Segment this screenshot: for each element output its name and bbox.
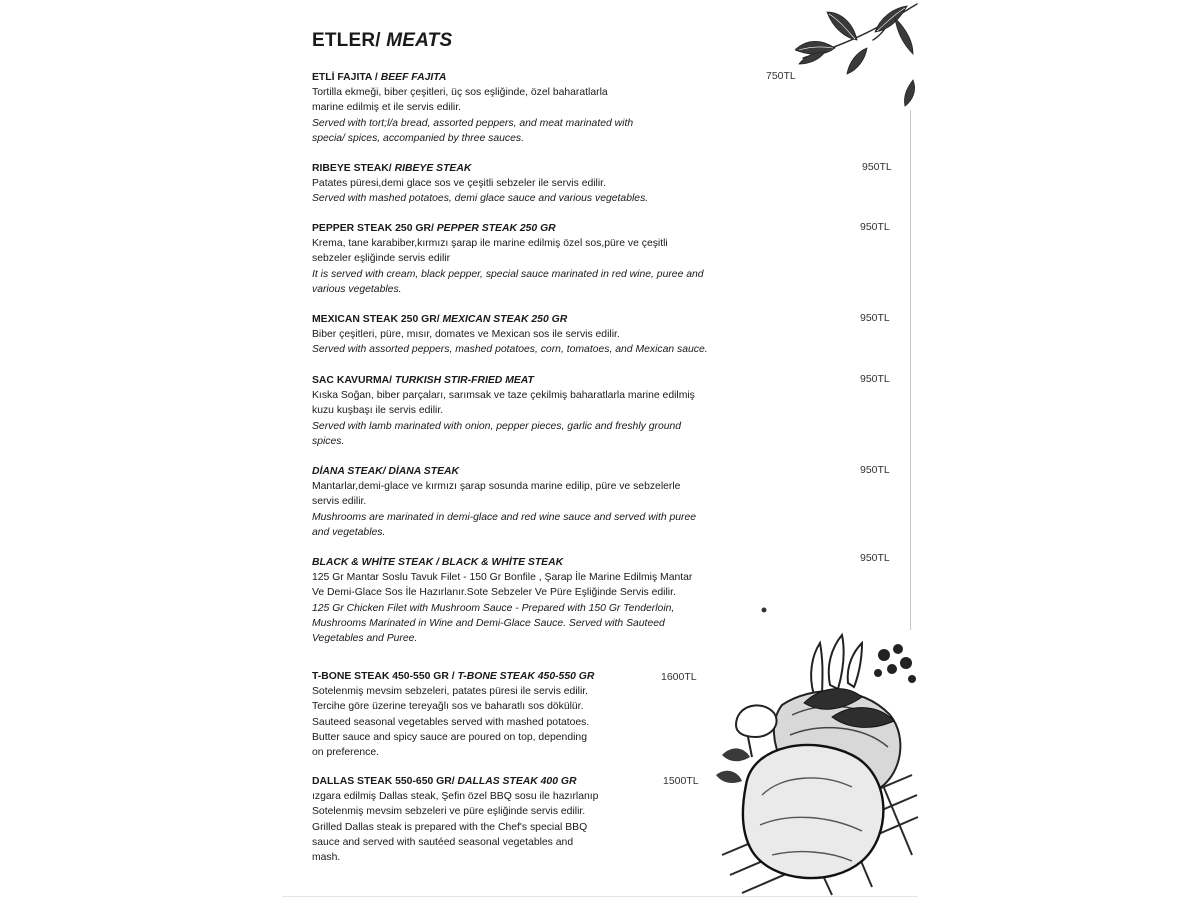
item-desc-en: Served with mashed potatoes, demi glace sauce and various vegetables. (312, 193, 649, 205)
item-desc-tr: Kıska Soğan, biber parçaları, sarımsak ve taze çekilmiş baharatlarla marine edilmiş (312, 390, 695, 402)
item-name: BLACK & WHİTE STEAK / BLACK & WHİTE STEAK (312, 557, 564, 568)
menu-item-dallas-steak (312, 774, 598, 865)
item-price: 750TL (766, 70, 796, 82)
title-tr: ETLER/ (312, 30, 381, 51)
item-desc-en: It is served with cream, black pepper, special sauce marinated in red wine, puree and (312, 268, 704, 280)
item-desc-en: Sauteed seasonal vegetables served with mashed potatoes. (312, 716, 590, 728)
title-en: MEATS (386, 30, 453, 51)
item-desc-en: Mushrooms are marinated in demi-glace and red wine sauce and served with puree (312, 511, 697, 523)
item-price: 950TL (860, 464, 890, 476)
item-price: 950TL (860, 312, 890, 324)
item-desc-tr: Mantarlar,demi-glace ve kırmızı şarap sosunda marine edilip, püre ve sebzelerle (312, 481, 681, 493)
item-desc-tr: Krema, tane karabiber,kırmızı şarap ile marine edilmiş özel sos,püre ve çeşitli (312, 238, 668, 250)
meat-sketch-icon (712, 625, 920, 897)
item-desc-en: sauce and served with sautéed seasonal vegetables and (312, 836, 574, 848)
item-desc-tr: ızgara edilmiş Dallas steak, Şefin özel BBQ sosu ile hazırlanıp (312, 791, 599, 803)
item-name: MEXICAN STEAK 250 GR/ MEXICAN STEAK 250 GR (312, 314, 568, 325)
item-price: 950TL (860, 221, 890, 233)
dot-icon (760, 606, 768, 614)
item-desc-tr: Sotelenmiş mevsim sebzeleri ve püre eşliğinde servis edilir. (312, 806, 586, 818)
menu-item-diana-steak (312, 464, 696, 540)
item-desc-en: and vegetables. (312, 526, 386, 538)
item-desc-en: Grilled Dallas steak is prepared with the Chef's special BBQ (312, 821, 588, 833)
item-desc-en: Served with assorted peppers, mashed potatoes, corn, tomatoes, and Mexican sauce. (312, 344, 708, 356)
item-price: 950TL (860, 552, 890, 564)
item-desc-tr: 125 Gr Mantar Soslu Tavuk Filet - 150 Gr Bonfile , Şarap İle Marine Edilmiş Mantar (312, 572, 693, 584)
item-desc-tr: sebzeler eşliğinde servis edilir (312, 253, 451, 265)
item-name: PEPPER STEAK 250 GR/ PEPPER STEAK 250 GR (312, 223, 556, 234)
item-name: DİANA STEAK/ DİANA STEAK (312, 466, 460, 477)
menu-item-beef-fajita (312, 70, 633, 146)
item-price: 950TL (862, 161, 892, 173)
item-desc-tr: Tortilla ekmeği, biber çeşitleri, üç sos eşliğinde, özel baharatlarla (312, 87, 608, 99)
item-desc-tr: Ve Demi-Glace Sos İle Hazırlanır.Sote Sebzeler Ve Püre Eşliğinde Servis edilir. (312, 587, 676, 599)
menu-item-ribeye-steak (312, 161, 648, 207)
item-name: RIBEYE STEAK/ RIBEYE STEAK (312, 163, 472, 174)
item-desc-tr: Biber çeşitleri, püre, mısır, domates ve Mexican sos ile servis edilir. (312, 329, 620, 341)
item-desc-en: spices. (312, 435, 345, 447)
menu-item-pepper-steak (312, 221, 704, 297)
item-desc-en: Vegetables and Puree. (312, 633, 418, 645)
item-desc-en: Butter sauce and spicy sauce are poured on top, depending (312, 731, 587, 743)
item-desc-tr: Tercihe göre üzerine tereyağlı sos ve baharatlı sos dökülür. (312, 701, 584, 713)
item-name: SAC KAVURMA/ TURKISH STIR-FRIED MEAT (312, 375, 534, 386)
item-desc-en: Served with lamb marinated with onion, pepper pieces, garlic and freshly ground (312, 420, 682, 432)
item-desc-en: Served with tort;l/a bread, assorted peppers, and meat marinated with (312, 117, 634, 129)
item-desc-en: 125 Gr Chicken Filet with Mushroom Sauce - Prepared with 150 Gr Tenderloin, (312, 602, 675, 614)
page-title (312, 30, 452, 52)
item-desc-tr: servis edilir. (312, 496, 367, 508)
item-desc-tr: Patates püresi,demi glace sos ve çeşitli sebzeler ile servis edilir. (312, 178, 606, 190)
item-desc-tr: marine edilmiş et ile servis edilir. (312, 102, 461, 114)
item-desc-tr: kuzu kuşbaşı ile servis edilir. (312, 405, 444, 417)
menu-item-mexican-steak (312, 312, 708, 358)
menu-item-black-white-steak (312, 555, 692, 646)
menu-item-t-bone-steak (312, 669, 594, 760)
item-price: 950TL (860, 373, 890, 385)
item-name: T-BONE STEAK 450-550 GR / T-BONE STEAK 450-550 GR (312, 671, 595, 682)
item-name: ETLİ FAJITA / BEEF FAJITA (312, 72, 447, 83)
item-name: DALLAS STEAK 550-650 GR/ DALLAS STEAK 400 GR (312, 776, 577, 787)
item-price: 1500TL (663, 775, 699, 787)
herb-branch-icon (795, 0, 920, 110)
item-desc-tr: Sotelenmiş mevsim sebzeleri, patates püresi ile servis edilir. (312, 686, 589, 698)
item-desc-en: on preference. (312, 747, 380, 759)
item-desc-en: mash. (312, 852, 341, 864)
item-desc-en: specia/ spices, accompanied by three sauces. (312, 132, 524, 144)
item-desc-en: various vegetables. (312, 283, 402, 295)
page-divider (910, 110, 911, 630)
item-desc-en: Mushrooms Marinated in Wine and Demi-Glace Sauce. Served with Sauteed (312, 617, 665, 629)
menu-item-sac-kavurma (312, 373, 695, 449)
item-price: 1600TL (661, 671, 697, 683)
